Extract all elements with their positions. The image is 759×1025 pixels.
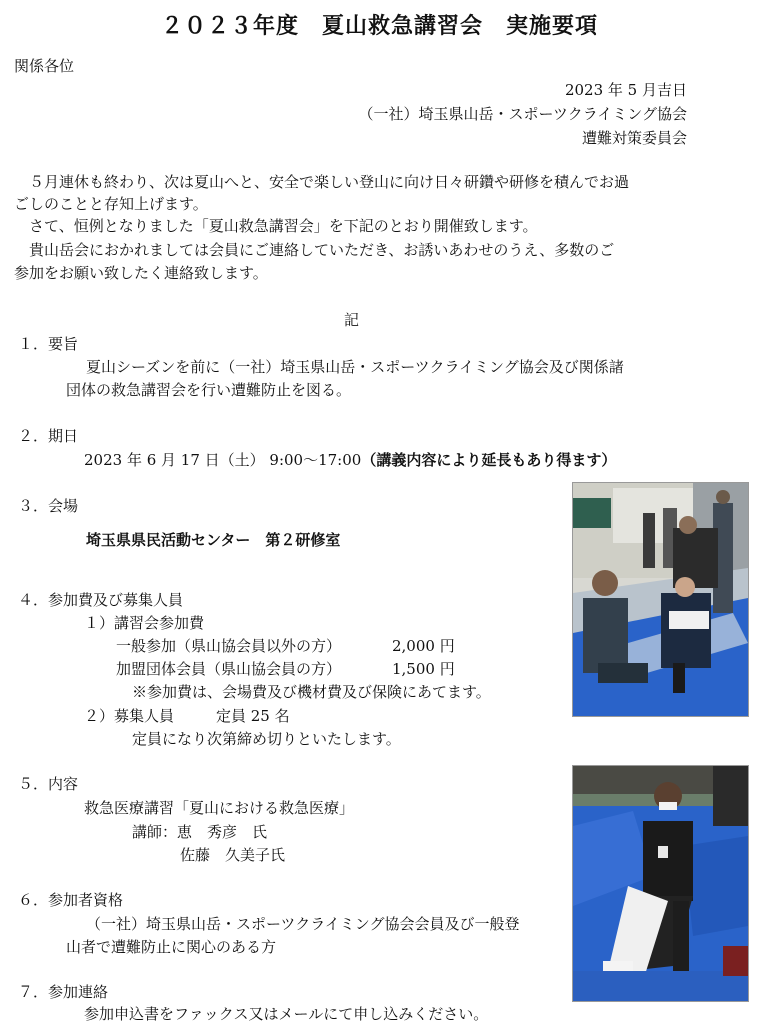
page-title: ２０２３年度 夏山救急講習会 実施要項 bbox=[160, 14, 598, 39]
section-heading-contact: ７．参加連絡 bbox=[18, 983, 109, 1001]
fee-member-label: 加盟団体会員（県山協会員の方） bbox=[116, 660, 342, 678]
training-photo-1 bbox=[572, 482, 749, 717]
section-heading-purpose: １．要旨 bbox=[18, 335, 79, 353]
contact-text: 参加申込書をファックス又はメールにて申し込みください。 bbox=[84, 1005, 489, 1023]
intro-line: さて、恒例となりました「夏山救急講習会」を下記のとおり開催致します。 bbox=[14, 217, 538, 235]
intro-line: ５月連休も終わり、次は夏山へと、安全で楽しい登山に向け日々研鑽や研修を積んでお過 bbox=[14, 173, 630, 191]
capacity-value: 定員 25 名 bbox=[216, 707, 290, 725]
intro-line: 貴山岳会におかれましては会員にご連絡していただき、お誘いあわせのうえ、多数のご bbox=[14, 241, 615, 259]
course-title: 救急医療講習「夏山における救急医療」 bbox=[84, 799, 355, 817]
ki-marker: 記 bbox=[344, 311, 360, 329]
venue-name: 埼玉県県民活動センター 第２研修室 bbox=[86, 531, 341, 549]
purpose-text: 夏山シーズンを前に（一社）埼玉県山岳・スポーツクライミング協会及び関係諸 bbox=[86, 358, 624, 376]
section-heading-venue: ３．会場 bbox=[18, 497, 79, 515]
event-date-note: （講義内容により延長もあり得ます） bbox=[361, 451, 617, 469]
intro-line: ごしのことと存知上げます。 bbox=[14, 195, 208, 213]
training-photo-2 bbox=[572, 765, 749, 1002]
fee-general-amount: 2,000 円 bbox=[392, 637, 455, 655]
fee-subheading: １）講習会参加費 bbox=[84, 614, 205, 632]
eligibility-text: （一社）埼玉県山岳・スポーツクライミング協会会員及び一般登 bbox=[86, 915, 520, 933]
capacity-subheading: ２）募集人員 bbox=[84, 707, 175, 725]
intro-line: 参加をお願い致したく連絡致します。 bbox=[14, 264, 268, 282]
issuing-organization: （一社）埼玉県山岳・スポーツクライミング協会 bbox=[358, 105, 687, 123]
issue-date: 2023 年 5 月吉日 bbox=[564, 81, 687, 99]
event-date bbox=[84, 450, 616, 471]
fee-note: ※参加費は、会場費及び機材費及び保険にあてます。 bbox=[132, 683, 491, 701]
lecturer-1: 講師：恵 秀彦 氏 bbox=[132, 823, 268, 841]
section-heading-fees: ４．参加費及び募集人員 bbox=[18, 591, 184, 609]
lecturer-2: 佐藤 久美子氏 bbox=[180, 846, 286, 864]
eligibility-text: 山者で遭難防止に関心のある方 bbox=[66, 938, 277, 956]
fee-general-label: 一般参加（県山協会員以外の方） bbox=[116, 637, 342, 655]
fee-member-amount: 1,500 円 bbox=[392, 660, 455, 678]
section-heading-eligibility: ６．参加者資格 bbox=[18, 891, 124, 909]
section-heading-content: ５．内容 bbox=[18, 775, 79, 793]
issuing-committee: 遭難対策委員会 bbox=[581, 129, 687, 147]
section-heading-date: ２．期日 bbox=[18, 427, 79, 445]
event-date-text: 2023 年 6 月 17 日（土） 9:00～17:00 bbox=[84, 451, 362, 469]
purpose-text: 団体の救急講習会を行い遭難防止を図る。 bbox=[66, 381, 352, 399]
addressee: 関係各位 bbox=[14, 57, 75, 75]
capacity-note: 定員になり次第締め切りといたします。 bbox=[132, 730, 401, 748]
